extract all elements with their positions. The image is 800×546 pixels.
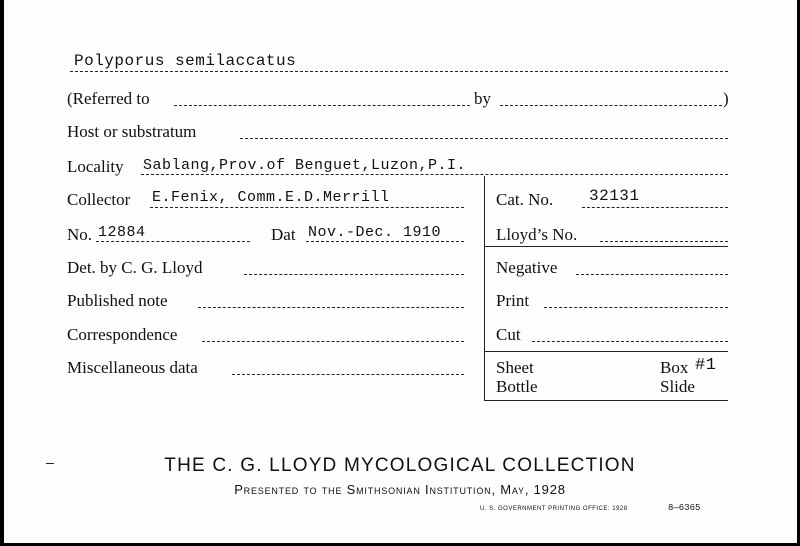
print-label: Print: [496, 291, 530, 310]
lloyds-row-divider: [484, 246, 728, 247]
no-line: [96, 241, 250, 242]
lloyds-no-label: Lloyd’s No.: [496, 225, 578, 244]
slide-label: Slide: [660, 377, 695, 396]
print-line: [544, 307, 728, 308]
box-value: #1: [695, 356, 717, 375]
misc-data-label: Miscellaneous data: [67, 358, 198, 377]
host-label: Host or substratum: [67, 122, 197, 141]
species-line: [70, 71, 728, 72]
date-value: Nov.-Dec. 1910: [308, 224, 442, 241]
cat-no-value: 32131: [589, 187, 640, 205]
cat-no-label: Cat. No.: [496, 190, 554, 209]
published-note-label: Published note: [67, 291, 168, 310]
locality-label: Locality: [67, 157, 124, 176]
collection-title: THE C. G. LLOYD MYCOLOGICAL COLLECTION: [164, 455, 636, 476]
form-number: 8—6365: [668, 503, 701, 513]
by-label: by: [474, 89, 491, 108]
lloyds-no-line: [600, 241, 728, 242]
collector-line: [150, 207, 464, 208]
no-label: No.: [67, 225, 93, 244]
correspondence-label: Correspondence: [67, 325, 178, 344]
box-row-divider: [484, 351, 728, 352]
locality-value: Sablang,Prov.of Benguet,Luzon,P.I.: [143, 157, 467, 174]
bottle-label: Bottle: [496, 377, 538, 396]
no-value: 12884: [98, 224, 146, 241]
date-line: [306, 241, 464, 242]
published-note-line: [198, 307, 464, 308]
cut-line: [532, 341, 728, 342]
det-label: Det. by C. G. Lloyd: [67, 258, 203, 277]
close-paren: ): [723, 89, 729, 108]
referred-to-label: (Referred to: [67, 89, 150, 108]
presented-note: Presented to the Smithsonian Institution, May, 1928: [234, 482, 566, 497]
box-label: Box: [660, 358, 689, 377]
host-line: [240, 138, 728, 139]
collector-label: Collector: [67, 190, 131, 209]
by-line: [500, 105, 722, 106]
printing-office-imprint: U. S. GOVERNMENT PRINTING OFFICE: 1928: [480, 506, 628, 512]
date-label: Dat: [271, 225, 296, 244]
right-box-left-border: [484, 176, 485, 401]
negative-label: Negative: [496, 258, 558, 277]
correspondence-line: [202, 341, 464, 342]
right-box-bottom-border: [484, 400, 728, 401]
det-line: [244, 274, 464, 275]
misc-data-line: [232, 374, 464, 375]
cat-no-line: [582, 207, 728, 208]
collector-value: E.Fenix, Comm.E.D.Merrill: [152, 189, 390, 206]
negative-line: [576, 274, 728, 275]
species-name: Polyporus semilaccatus: [74, 52, 297, 70]
locality-line: [141, 174, 728, 175]
referred-to-line: [174, 105, 470, 106]
sheet-label: Sheet: [496, 358, 534, 377]
cut-label: Cut: [496, 325, 521, 344]
